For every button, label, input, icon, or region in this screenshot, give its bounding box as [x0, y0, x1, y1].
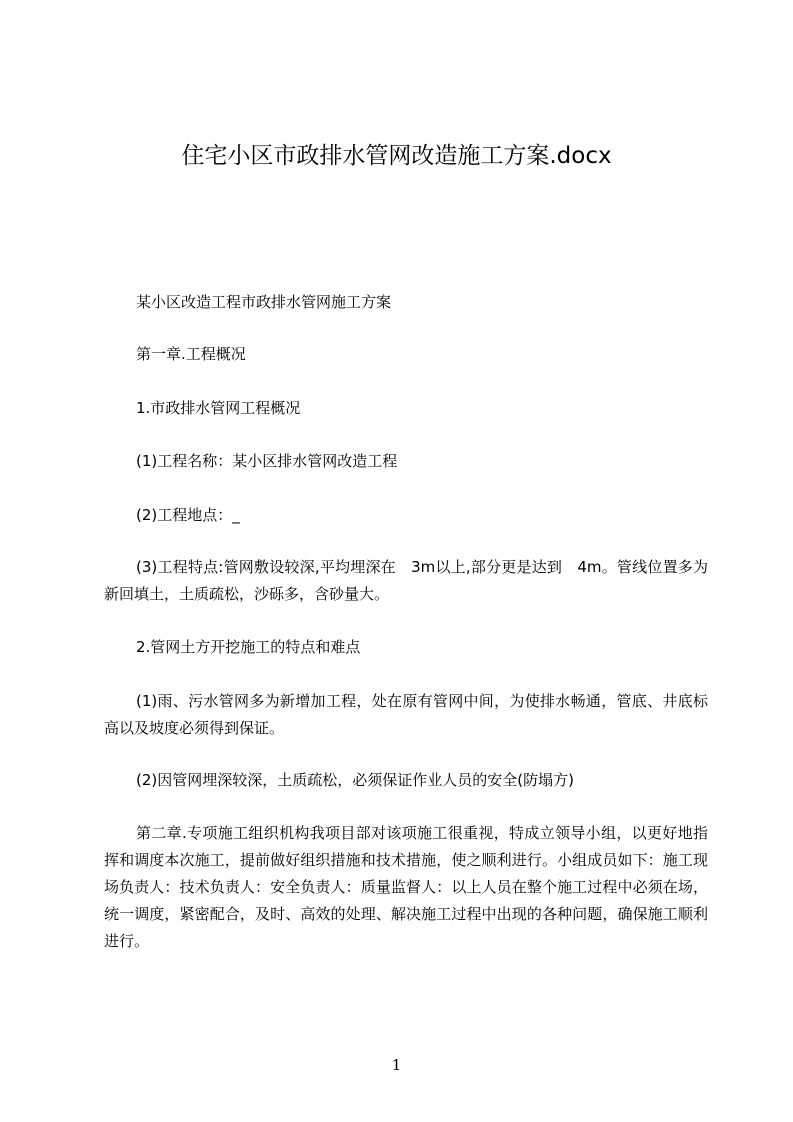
paragraph-section-2: 2.管网土方开挖施工的特点和难点	[136, 638, 361, 656]
page-number: 1	[391, 1056, 402, 1074]
paragraph-project-name: (1)工程名称：某小区排水管网改造工程	[136, 452, 398, 470]
paragraph-section-1: 1.市政排水管网工程概况	[136, 399, 301, 417]
paragraph-project-features: (3)工程特点:管网敷设较深,平均埋深在 3m以上,部分更是达到 4m。管线位置多为新回填土，土质疏松，沙砾多，含砂量大。	[104, 558, 708, 603]
paragraph-project-location: (2)工程地点：_	[136, 506, 240, 524]
paragraph-difficulty-1: (1)雨、污水管网多为新增加工程，处在原有管网中间，为使排水畅通，管底、井底标高以及坡度必须得到保证。	[104, 692, 708, 737]
paragraph-difficulty-2: (2)因管网埋深较深，土质疏松，必须保证作业人员的安全(防塌方)	[136, 771, 574, 789]
document-title: 住宅小区市政排水管网改造施工方案.docx	[181, 143, 612, 169]
paragraph-plan-heading: 某小区改造工程市政排水管网施工方案	[136, 293, 392, 311]
paragraph-chapter-two: 第二章.专项施工组织机构我项目部对该项施工很重视，特成立领导小组，以更好地指挥和调度本次施工，提前做好组织措施和技术措施，使之顺利进行。小组成员如下：施工现场负责人：技术负责人：安全负责人：质量监督人：以上人员在整个施工过程中必须在场，统一调度，紧密配合，及时、高效的处理、解决施工过程中出现的各种问题，确保施工顺利进行。	[104, 824, 708, 950]
paragraph-chapter-one: 第一章.工程概况	[136, 345, 246, 363]
